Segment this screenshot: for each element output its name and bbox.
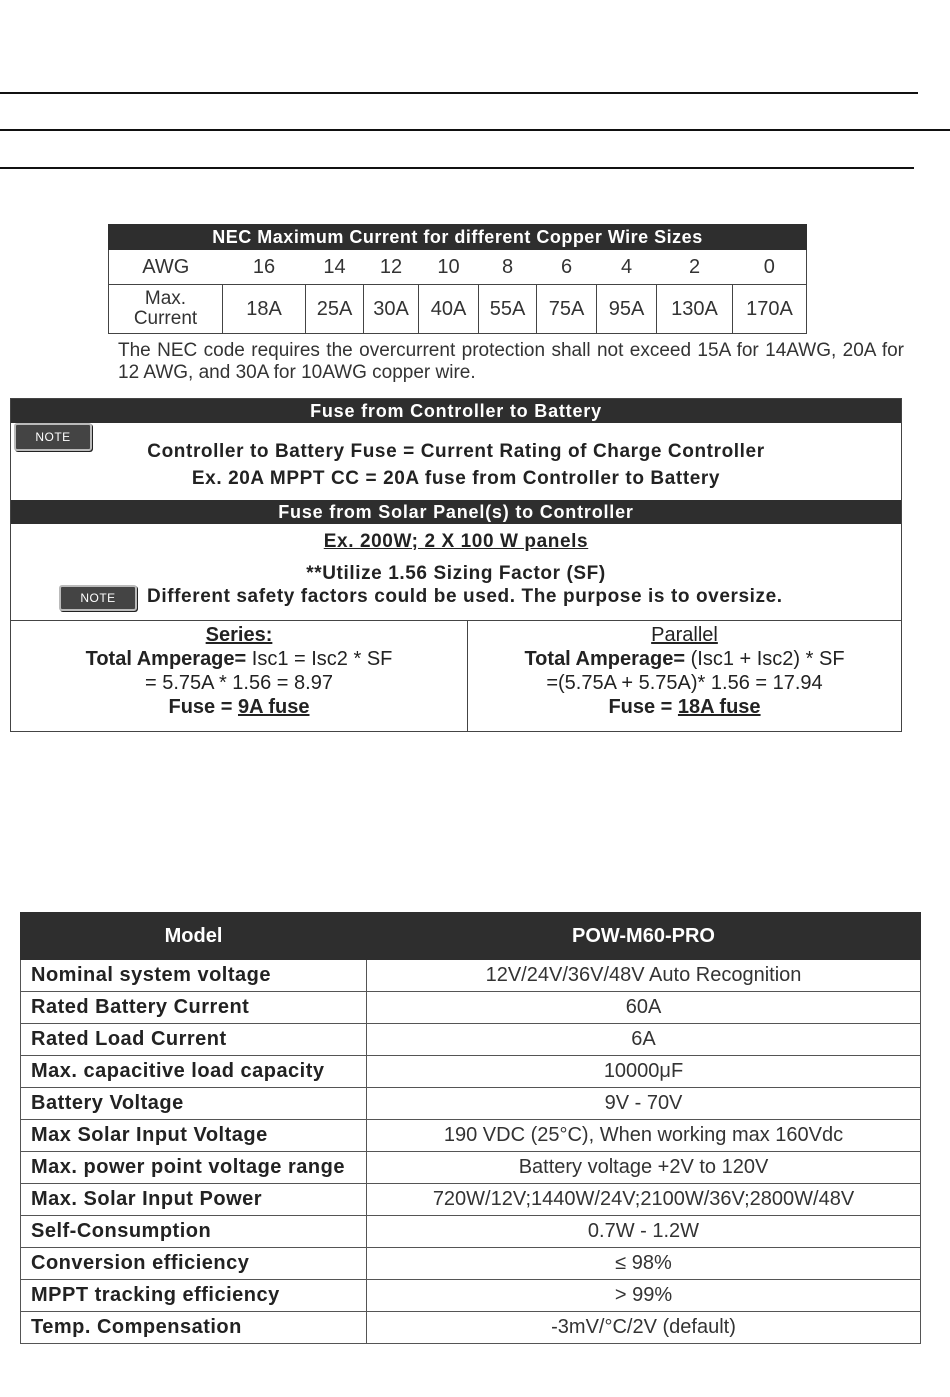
series-title: Series: <box>205 624 273 646</box>
spec-key: Max. capacitive load capacity <box>21 1056 367 1088</box>
table-row <box>21 1312 921 1344</box>
spec-value: 6A <box>367 1024 921 1056</box>
table-row <box>21 1024 921 1056</box>
spec-value: ≤ 98% <box>367 1248 921 1280</box>
note-badge-2: NOTE <box>59 585 137 611</box>
parallel-fuse: Fuse = 18A fuse <box>608 696 761 718</box>
awg-value: 14 <box>323 255 346 278</box>
current-value: 30A <box>364 285 419 334</box>
spec-key: Max. power point voltage range <box>21 1152 367 1184</box>
current-label: Max. Current <box>109 285 223 334</box>
awg-value: 0 <box>763 255 775 278</box>
parallel-section <box>468 621 901 731</box>
spec-key: Max Solar Input Voltage <box>21 1120 367 1152</box>
parallel-title: Parallel <box>651 624 718 646</box>
spec-key: Rated Load Current <box>21 1024 367 1056</box>
series-fuse: Fuse = 9A fuse <box>168 696 310 718</box>
series-line1: Total Amperage= Isc1 = Isc2 * SF <box>85 648 393 670</box>
awg-value: 16 <box>252 255 276 278</box>
spec-header-value: POW-M60-PRO <box>367 913 921 960</box>
solar-controller-title: Fuse from Solar Panel(s) to Controller <box>11 500 901 524</box>
header-rule-2 <box>0 129 950 131</box>
controller-battery-title: Fuse from Controller to Battery <box>11 399 901 423</box>
spec-key: Conversion efficiency <box>21 1248 367 1280</box>
safety-factor-note: Different safety factors could be used. The purpose is to oversize. <box>147 586 783 607</box>
solar-example: Ex. 200W; 2 X 100 W panels <box>323 531 589 552</box>
spec-key: Battery Voltage <box>21 1088 367 1120</box>
spec-key: MPPT tracking efficiency <box>21 1280 367 1312</box>
series-section <box>11 621 467 731</box>
awg-value: 10 <box>437 255 460 278</box>
awg-label: AWG <box>142 255 190 278</box>
header-rule-1 <box>0 92 918 94</box>
table-row <box>21 960 921 992</box>
note-badge-1: NOTE <box>14 423 92 451</box>
spec-key: Rated Battery Current <box>21 992 367 1024</box>
awg-value: 4 <box>620 255 633 278</box>
nec-note-text: The NEC code requires the overcurrent protection shall not exceed 15A for 14AWG, 20A for 12 AWG, and 30A for 10AWG copper wire. <box>118 340 904 383</box>
awg-row <box>109 250 807 285</box>
awg-value: 6 <box>560 255 573 278</box>
spec-key: Nominal system voltage <box>21 960 367 992</box>
table-row <box>21 1120 921 1152</box>
spec-key: Max. Solar Input Power <box>21 1184 367 1216</box>
spec-value: -3mV/°C/2V (default) <box>367 1312 921 1344</box>
current-value: 18A <box>223 285 306 334</box>
nec-wire-table <box>108 224 807 334</box>
nec-table-title: NEC Maximum Current for different Copper Wire Sizes <box>109 225 807 250</box>
current-value: 25A <box>306 285 364 334</box>
spec-value: Battery voltage +2V to 120V <box>367 1152 921 1184</box>
controller-battery-line2: Ex. 20A MPPT CC = 20A fuse from Controller to Battery <box>191 468 721 489</box>
current-value: 170A <box>733 285 807 334</box>
current-value: 95A <box>597 285 657 334</box>
spec-value: 10000μF <box>367 1056 921 1088</box>
spec-value: 60A <box>367 992 921 1024</box>
table-row <box>21 1088 921 1120</box>
spec-value: 0.7W - 1.2W <box>367 1216 921 1248</box>
spec-value: 720W/12V;1440W/24V;2100W/36V;2800W/48V <box>367 1184 921 1216</box>
current-row <box>109 285 807 334</box>
spec-table <box>20 912 921 1344</box>
sizing-factor-text: **Utilize 1.56 Sizing Factor (SF) <box>306 563 606 584</box>
fuse-info-box <box>10 398 902 732</box>
spec-key: Self-Consumption <box>21 1216 367 1248</box>
current-value: 130A <box>657 285 733 334</box>
spec-value: > 99% <box>367 1280 921 1312</box>
awg-value: 12 <box>379 255 403 278</box>
table-row <box>21 1184 921 1216</box>
spec-value: 9V - 70V <box>367 1088 921 1120</box>
table-row <box>21 1248 921 1280</box>
spec-value: 12V/24V/36V/48V Auto Recognition <box>367 960 921 992</box>
series-line2: = 5.75A * 1.56 = 8.97 <box>145 672 333 694</box>
current-value: 75A <box>537 285 597 334</box>
header-rule-3 <box>0 167 914 169</box>
spec-value: 190 VDC (25°C), When working max 160Vdc <box>367 1120 921 1152</box>
awg-value: 2 <box>688 255 701 278</box>
current-value: 40A <box>419 285 479 334</box>
controller-battery-line1: Controller to Battery Fuse = Current Rating of Charge Controller <box>147 441 765 462</box>
parallel-line2: =(5.75A + 5.75A)* 1.56 = 17.94 <box>546 672 823 694</box>
awg-value: 8 <box>501 255 514 278</box>
table-row <box>21 1280 921 1312</box>
spec-header-model: Model <box>21 913 367 960</box>
table-row <box>21 992 921 1024</box>
table-row <box>21 1056 921 1088</box>
table-row <box>21 1152 921 1184</box>
spec-key: Temp. Compensation <box>21 1312 367 1344</box>
table-row <box>21 1216 921 1248</box>
current-value: 55A <box>479 285 537 334</box>
parallel-line1: Total Amperage= (Isc1 + Isc2) * SF <box>524 648 845 670</box>
